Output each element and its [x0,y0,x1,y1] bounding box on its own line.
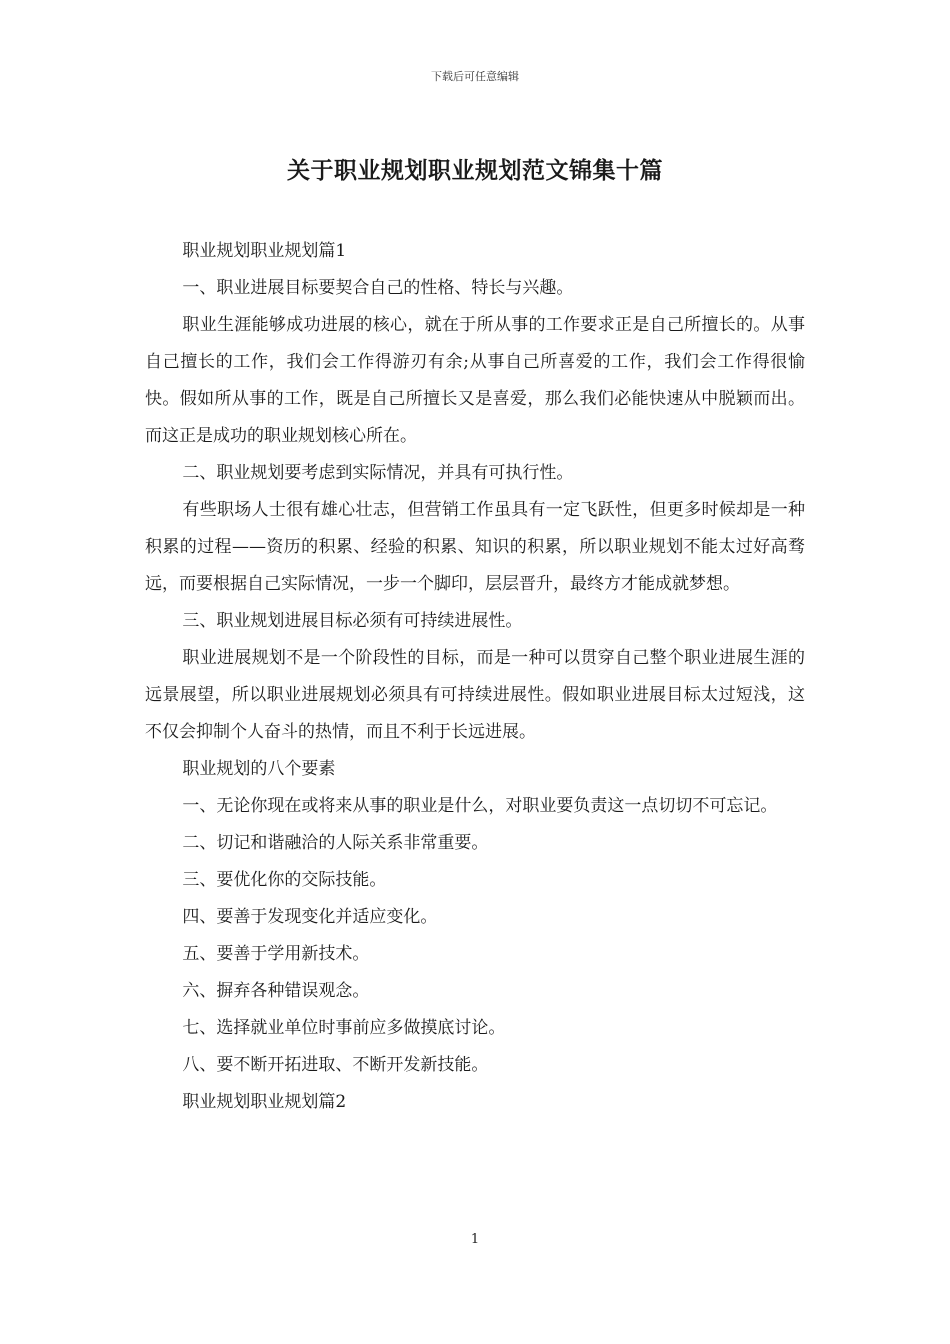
paragraph-eight-elements-heading: 职业规划的八个要素 [182,759,336,779]
paragraph-point-2: 二、职业规划要考虑到实际情况，并具有可执行性。 [182,463,574,483]
paragraph-element-1: 一、无论你现在或将来从事的职业是什么，对职业要负责这一点切切不可忘记。 [182,796,778,816]
paragraph-element-2: 二、切记和谐融洽的人际关系非常重要。 [182,833,489,853]
paragraph-element-6: 六、摒弃各种错误观念。 [182,981,370,1001]
paragraph-element-7: 七、选择就业单位时事前应多做摸底讨论。 [182,1018,506,1038]
paragraph-element-5: 五、要善于学用新技术。 [182,944,370,964]
paragraph-point-1: 一、职业进展目标要契合自己的性格、特长与兴趣。 [182,278,574,298]
paragraph-element-4: 四、要善于发现变化并适应变化。 [182,907,438,927]
paragraph-point-1-detail: 职业生涯能够成功进展的核心，就在于所从事的工作要求正是自己所擅长的。从事自己擅长的工作，我们会工作得游刃有余;从事自己所喜爱的工作，我们会工作得很愉快。假如所从事的工作，既是自己所擅长又是喜爱，那么我们必能快速从中脱颖而出。而这正是成功的职业规划核心所在。 [145,315,805,446]
paragraph-point-2-detail: 有些职场人士很有雄心壮志，但营销工作虽具有一定飞跃性，但更多时候却是一种积累的过程——资历的积累、经验的积累、知识的积累，所以职业规划不能太过好高骛远，而要根据自己实际情况，一步一个脚印，层层晋升，最终方才能成就梦想。 [145,500,805,594]
paragraph-element-8: 八、要不断开拓进取、不断开发新技能。 [182,1055,489,1075]
page-number: 1 [470,1232,480,1247]
document-title: 关于职业规划职业规划范文锦集十篇 [287,157,663,184]
paragraph-section-heading-2: 职业规划职业规划篇2 [182,1092,347,1112]
paragraph-point-3-detail: 职业进展规划不是一个阶段性的目标，而是一种可以贯穿自己整个职业进展生涯的远景展望，所以职业进展规划必须具有可持续进展性。假如职业进展目标太过短浅，这不仅会抑制个人奋斗的热情，而且不利于长远进展。 [145,648,805,742]
paragraph-element-3: 三、要优化你的交际技能。 [182,870,387,890]
paragraph-point-3: 三、职业规划进展目标必须有可持续进展性。 [182,611,523,631]
header-note: 下载后可任意编辑 [431,70,519,83]
document-body [145,233,805,1121]
paragraph-section-heading-1: 职业规划职业规划篇1 [182,241,347,261]
